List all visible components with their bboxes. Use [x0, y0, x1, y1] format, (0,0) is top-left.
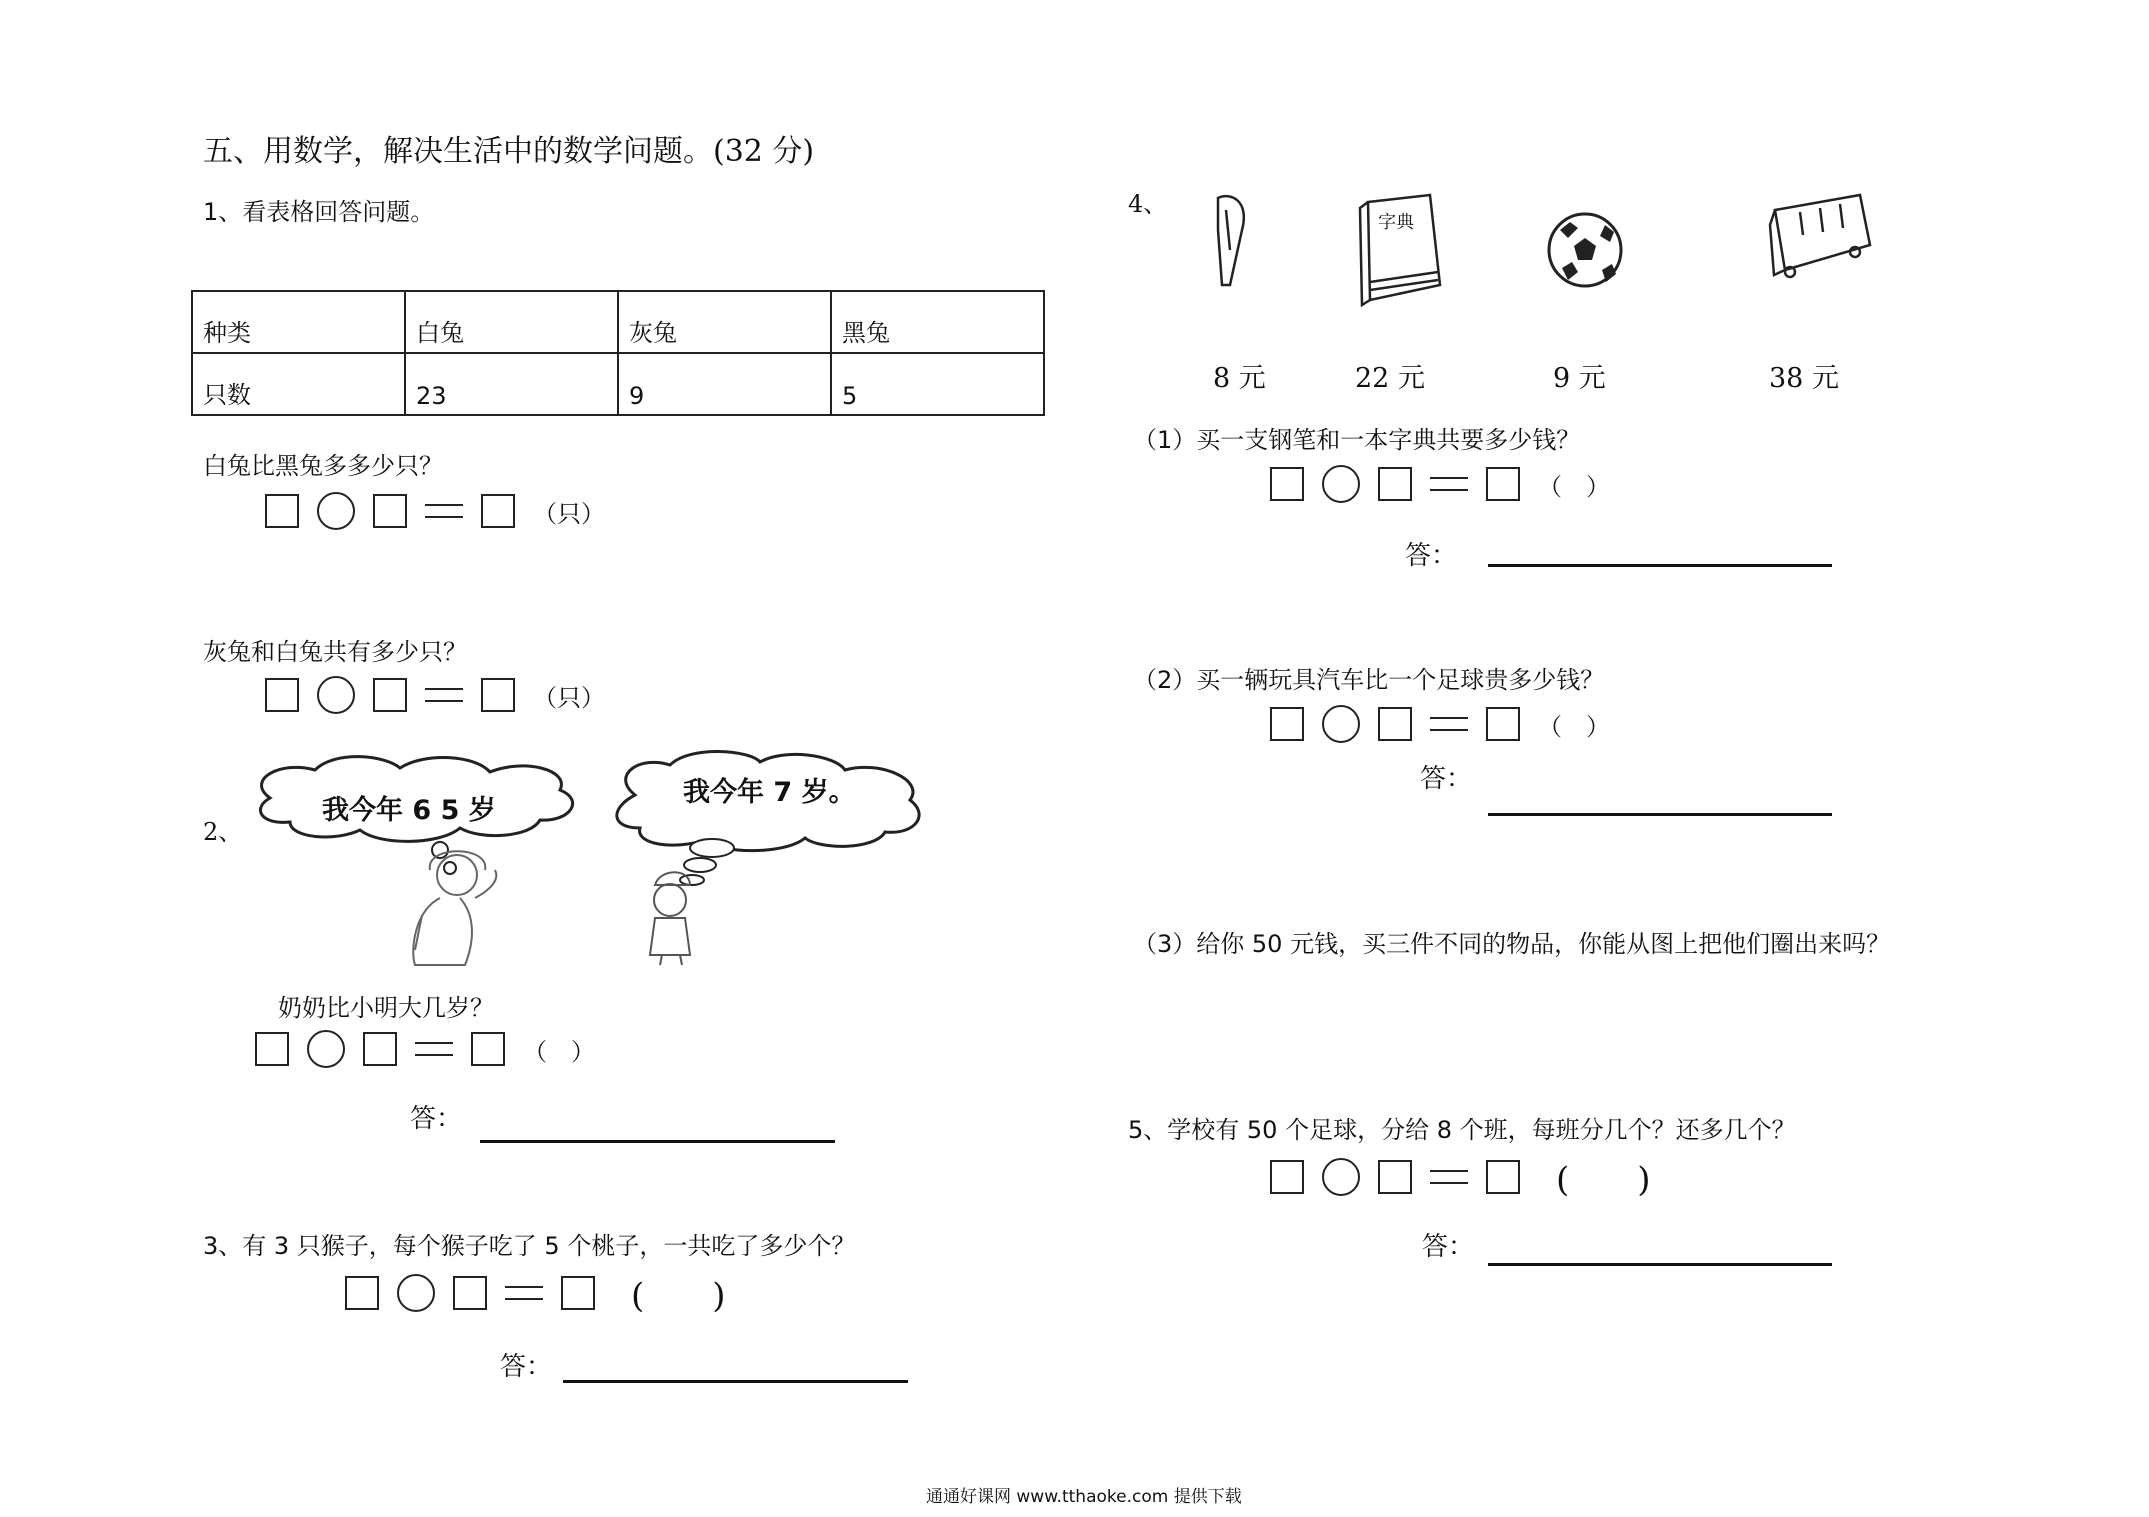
answer-box[interactable]	[481, 494, 515, 528]
question-4-sub2: （2）买一辆玩具汽车比一个足球贵多少钱？	[1133, 666, 1605, 694]
answer-line[interactable]	[480, 1140, 835, 1143]
price-dictionary: 22 元	[1355, 363, 1425, 394]
question-1-sub2: 灰兔和白兔共有多少只？	[203, 638, 467, 666]
shop-items-illustration	[1200, 190, 1900, 310]
table-cell: 种类	[192, 291, 405, 353]
question-1-title: 1、看表格回答问题。	[203, 198, 435, 226]
equation-template	[1270, 465, 1610, 503]
unit-label: （只）	[533, 499, 605, 528]
answer-box[interactable]	[373, 494, 407, 528]
answer-box[interactable]	[265, 678, 299, 712]
toy-car-icon	[1770, 195, 1870, 277]
answer-box[interactable]	[373, 678, 407, 712]
price-pen: 8 元	[1213, 363, 1266, 394]
table-cell: 白兔	[405, 291, 618, 353]
price-toy-car: 38 元	[1769, 363, 1839, 394]
dictionary-cover-text: 字典	[1378, 212, 1414, 233]
equals-sign	[1430, 1170, 1468, 1184]
section-title: 五、用数学，解决生活中的数学问题。(32 分)	[203, 134, 815, 169]
question-4-sub1: （1）买一支钢笔和一本字典共要多少钱？	[1133, 426, 1581, 454]
unit-blank[interactable]: （ ）	[1538, 712, 1610, 741]
unit-blank[interactable]: ( )	[1556, 1160, 1651, 1200]
answer-box[interactable]	[1378, 1160, 1412, 1194]
table-cell: 黑兔	[831, 291, 1044, 353]
equals-sign	[415, 1042, 453, 1056]
operator-circle[interactable]	[1322, 705, 1360, 743]
equation-template	[1270, 705, 1610, 743]
answer-label: 答：	[500, 1352, 553, 1382]
table-row	[192, 353, 1044, 415]
answer-line[interactable]	[1488, 813, 1832, 816]
answer-box[interactable]	[1270, 1160, 1304, 1194]
answer-box[interactable]	[1378, 467, 1412, 501]
footer-source: 通通好课网 www.tthaoke.com 提供下载	[926, 1487, 1242, 1507]
table-cell: 23	[405, 353, 618, 415]
unit-blank[interactable]: ( )	[631, 1276, 726, 1316]
operator-circle[interactable]	[397, 1274, 435, 1312]
answer-box[interactable]	[481, 678, 515, 712]
operator-circle[interactable]	[1322, 1158, 1360, 1196]
operator-circle[interactable]	[307, 1030, 345, 1068]
answer-box[interactable]	[453, 1276, 487, 1310]
boy-bubble-text: 我今年 7 岁。	[683, 777, 856, 808]
answer-box[interactable]	[1270, 467, 1304, 501]
football-icon	[1549, 214, 1621, 286]
answer-box[interactable]	[1486, 707, 1520, 741]
boy-figure	[650, 872, 690, 965]
equals-sign	[425, 688, 463, 702]
equals-sign	[505, 1286, 543, 1300]
answer-label: 答：	[1405, 541, 1458, 571]
table-cell: 5	[831, 353, 1044, 415]
answer-line[interactable]	[563, 1380, 908, 1383]
unit-blank[interactable]: （ ）	[1538, 472, 1610, 501]
question-5: 5、学校有 50 个足球，分给 8 个班，每班分几个？还多几个？	[1128, 1116, 1796, 1144]
answer-box[interactable]	[471, 1032, 505, 1066]
question-4-sub3: （3）给你 50 元钱，买三件不同的物品，你能从图上把他们圈出来吗？	[1133, 930, 1891, 958]
answer-label: 答：	[1422, 1232, 1475, 1262]
answer-box[interactable]	[265, 494, 299, 528]
grandma-bubble-text: 我今年 6 5 岁	[322, 795, 496, 826]
equals-sign	[425, 504, 463, 518]
answer-label: 答：	[410, 1104, 463, 1134]
question-2-question: 奶奶比小明大几岁？	[278, 994, 494, 1022]
answer-box[interactable]	[1270, 707, 1304, 741]
answer-line[interactable]	[1488, 1263, 1832, 1266]
question-1-sub1: 白兔比黑兔多多少只？	[203, 452, 443, 480]
equation-template	[1270, 1152, 1651, 1201]
equation-template	[265, 676, 605, 714]
answer-box[interactable]	[1486, 1160, 1520, 1194]
answer-label: 答：	[1420, 764, 1473, 794]
question-4-label: 4、	[1128, 190, 1168, 218]
equation-template	[345, 1268, 726, 1317]
operator-circle[interactable]	[1322, 465, 1360, 503]
unit-label: （只）	[533, 683, 605, 712]
rabbit-table	[191, 290, 1045, 416]
price-football: 9 元	[1553, 363, 1606, 394]
equation-template	[255, 1030, 595, 1068]
table-cell: 9	[618, 353, 831, 415]
question-3: 3、有 3 只猴子，每个猴子吃了 5 个桃子，一共吃了多少个？	[203, 1232, 856, 1260]
equation-template	[265, 492, 605, 530]
unit-blank[interactable]: （ ）	[523, 1037, 595, 1066]
equals-sign	[1430, 477, 1468, 491]
pen-icon	[1218, 196, 1244, 285]
table-row	[192, 291, 1044, 353]
question-2-label: 2、	[203, 818, 243, 846]
equals-sign	[1430, 717, 1468, 731]
operator-circle[interactable]	[317, 676, 355, 714]
answer-box[interactable]	[1486, 467, 1520, 501]
answer-box[interactable]	[345, 1276, 379, 1310]
table-cell: 灰兔	[618, 291, 831, 353]
answer-line[interactable]	[1488, 564, 1832, 567]
table-cell: 只数	[192, 353, 405, 415]
answer-box[interactable]	[561, 1276, 595, 1310]
answer-box[interactable]	[1378, 707, 1412, 741]
answer-box[interactable]	[255, 1032, 289, 1066]
answer-box[interactable]	[363, 1032, 397, 1066]
operator-circle[interactable]	[317, 492, 355, 530]
